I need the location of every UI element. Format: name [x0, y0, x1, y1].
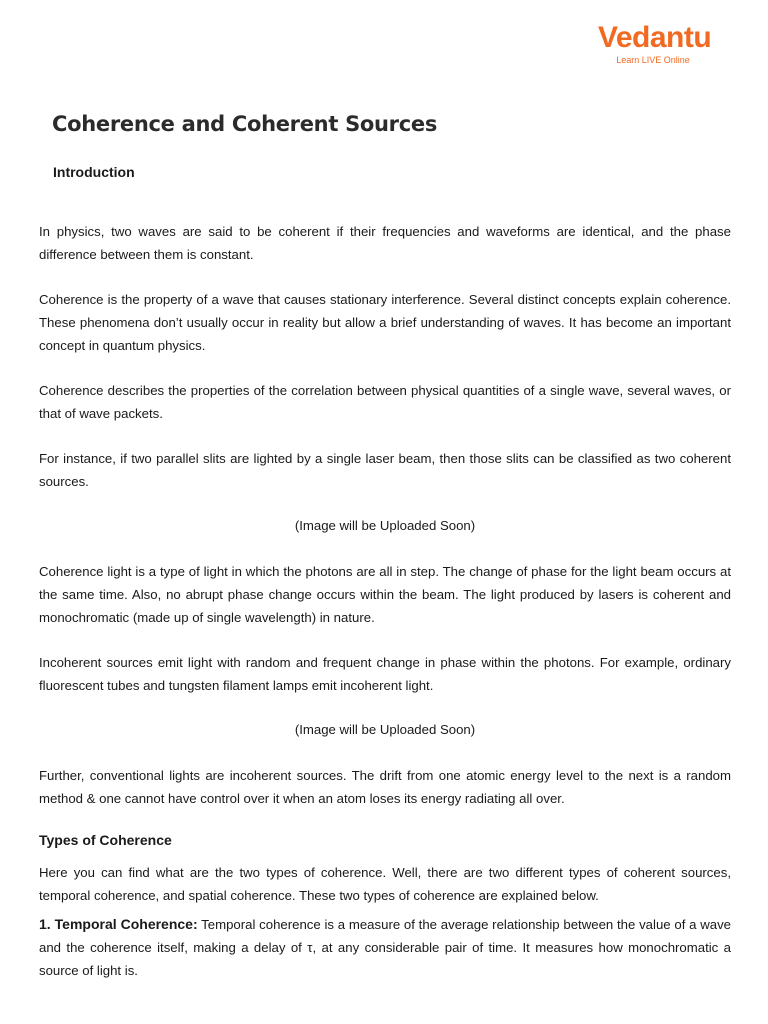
image-placeholder-2: (Image will be Uploaded Soon) — [294, 722, 476, 737]
image-placeholder-1: (Image will be Uploaded Soon) — [294, 518, 476, 533]
paragraph-coherent-light: Coherence light is a type of light in which the photons are all in step. The change of phase for the light beam occurs at the same time. Also, no abrupt phase change occurs within the beam. The light produced by lasers is coherent and monochromatic (made up of single wavelength) in nature. — [39, 564, 731, 625]
logo-tagline: Learn LIVE Online — [616, 55, 690, 65]
page-title: Coherence and Coherent Sources — [52, 112, 438, 136]
vedantu-logo — [598, 20, 712, 65]
temporal-coherence-label: 1. Temporal Coherence: — [39, 916, 198, 932]
paragraph-conventional-lights: Further, conventional lights are incoherent sources. The drift from one atomic energy level to the next is a random method & one cannot have control over it when an atom loses its energy radiating all over. — [39, 768, 731, 806]
types-of-coherence-heading: Types of Coherence — [39, 832, 172, 848]
logo-wordmark: Vedantu — [598, 21, 712, 54]
temporal-coherence-text: Temporal coherence is a measure of the average relationship between the value of a wave and the coherence itself, making a delay of τ, at any considerable pair of time. It measures how monochromatic a source of light is. — [39, 917, 731, 978]
paragraph-incoherent-sources: Incoherent sources emit light with random and frequent change in phase within the photons. For example, ordinary fluorescent tubes and tungsten filament lamps emit incoherent light. — [39, 655, 731, 693]
paragraph-coherence-property: Coherence is the property of a wave that causes stationary interference. Several distinct concepts explain coherence. These phenomena don’t usually occur in reality but allow a brief understanding of waves. It has become an important concept in quantum physics. — [39, 292, 731, 353]
temporal-coherence-item — [39, 913, 731, 982]
paragraph-parallel-slits: For instance, if two parallel slits are lighted by a single laser beam, then those slits can be classified as two coherent sources. — [39, 451, 731, 489]
paragraph-types-intro: Here you can find what are the two types of coherence. Well, there are two different types of coherent sources, temporal coherence, and spatial coherence. These two types of coherence are explained below. — [39, 865, 731, 903]
introduction-heading: Introduction — [53, 164, 135, 180]
paragraph-coherent-definition: In physics, two waves are said to be coherent if their frequencies and waveforms are identical, and the phase difference between them is constant. — [39, 224, 731, 262]
paragraph-correlation: Coherence describes the properties of the correlation between physical quantities of a single wave, several waves, or that of wave packets. — [39, 383, 731, 421]
